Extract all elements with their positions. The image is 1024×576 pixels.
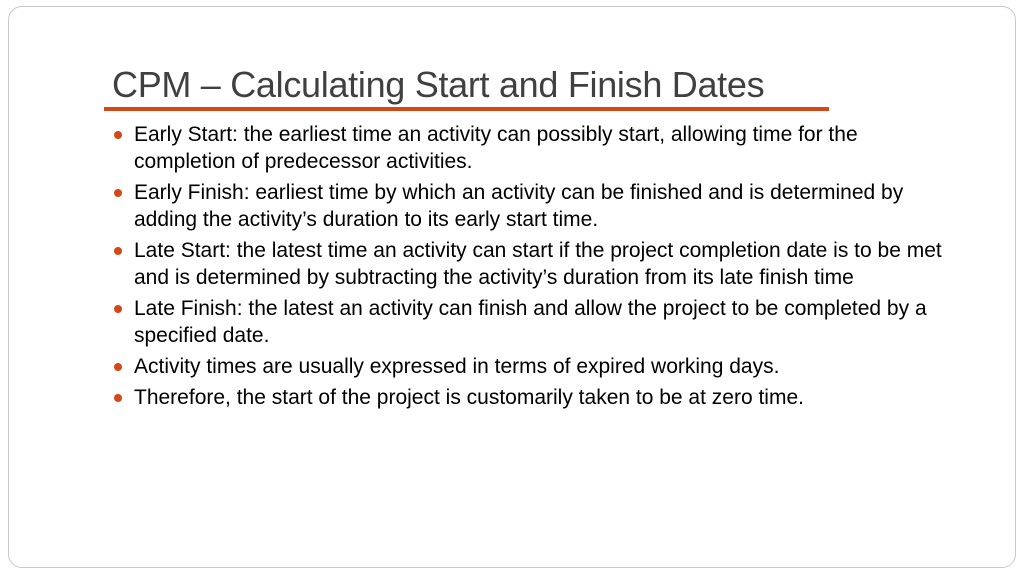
bullet-late-start — [112, 237, 962, 291]
bullet-dot-icon — [114, 305, 122, 313]
bullet-dot-icon — [114, 189, 122, 197]
bullet-text: Activity times are usually expressed in terms of expired working days. — [134, 355, 780, 378]
bullet-text: Late Finish: the latest an activity can finish and allow the project to be completed by a specified date. — [134, 297, 927, 347]
bullet-dot-icon — [114, 363, 122, 371]
bullet-zero-time — [112, 384, 962, 411]
bullet-early-start — [112, 121, 962, 175]
title-underline — [104, 107, 829, 111]
bullet-list — [112, 121, 962, 415]
bullet-dot-icon — [114, 394, 122, 402]
bullet-dot-icon — [114, 131, 122, 139]
slide-title: CPM – Calculating Start and Finish Dates — [112, 64, 765, 105]
bullet-activity-times — [112, 353, 962, 380]
bullet-text: Early Start: the earliest time an activity can possibly start, allowing time for the completion of predecessor activities. — [134, 123, 858, 173]
bullet-early-finish — [112, 179, 962, 233]
bullet-late-finish — [112, 295, 962, 349]
bullet-text: Late Start: the latest time an activity can start if the project completion date is to be met and is determined by subtracting the activity’s duration from its late finish time — [134, 239, 942, 289]
bullet-dot-icon — [114, 247, 122, 255]
bullet-text: Therefore, the start of the project is customarily taken to be at zero time. — [134, 386, 804, 409]
bullet-text: Early Finish: earliest time by which an activity can be finished and is determined by adding the activity’s duration to its early start time. — [134, 181, 904, 231]
